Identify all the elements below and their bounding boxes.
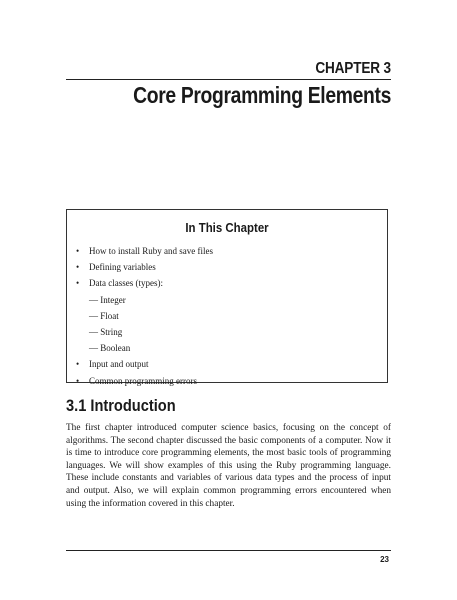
section-heading: 3.1 Introduction — [66, 396, 176, 415]
box-heading: In This Chapter — [185, 220, 269, 235]
bullet-icon: • — [76, 262, 80, 273]
sub-list-item: — Float — [89, 310, 119, 321]
page-number: 23 — [380, 555, 389, 564]
sub-list-item: — String — [89, 327, 123, 338]
sub-list-item: — Integer — [89, 294, 126, 305]
list-item: • How to install Ruby and save files — [76, 243, 213, 259]
list-item: • Input and output — [76, 356, 213, 372]
list-item: • Data classes (types): — [76, 275, 213, 291]
chapter-rule — [66, 79, 391, 80]
footer-rule — [66, 550, 391, 551]
bullet-icon: • — [76, 375, 80, 386]
in-this-chapter-box — [66, 209, 388, 386]
sub-list-item: — Boolean — [89, 343, 131, 354]
topic-list — [76, 243, 213, 389]
list-item: • Common programming errors — [76, 373, 213, 389]
chapter-title: Core Programming Elements — [133, 82, 391, 108]
chapter-label: CHAPTER 3 — [315, 60, 391, 77]
bullet-icon: • — [76, 359, 80, 370]
list-item: • Defining variables — [76, 259, 213, 275]
bullet-icon: • — [76, 278, 80, 289]
body-paragraph: The first chapter introduced computer science basics, focusing on the concept of algorithms. The second chapter discussed the basic components of a computer. Now it is time to introduce core programming elements, the most basic tools of programming languages. We will show examples of this using the Ruby programming language. These include constants and variables of various data types and the process of input and output. Also, we will explain common programming errors encountered when using the information covered in this chapter. — [66, 423, 391, 509]
bullet-icon: • — [76, 246, 80, 256]
